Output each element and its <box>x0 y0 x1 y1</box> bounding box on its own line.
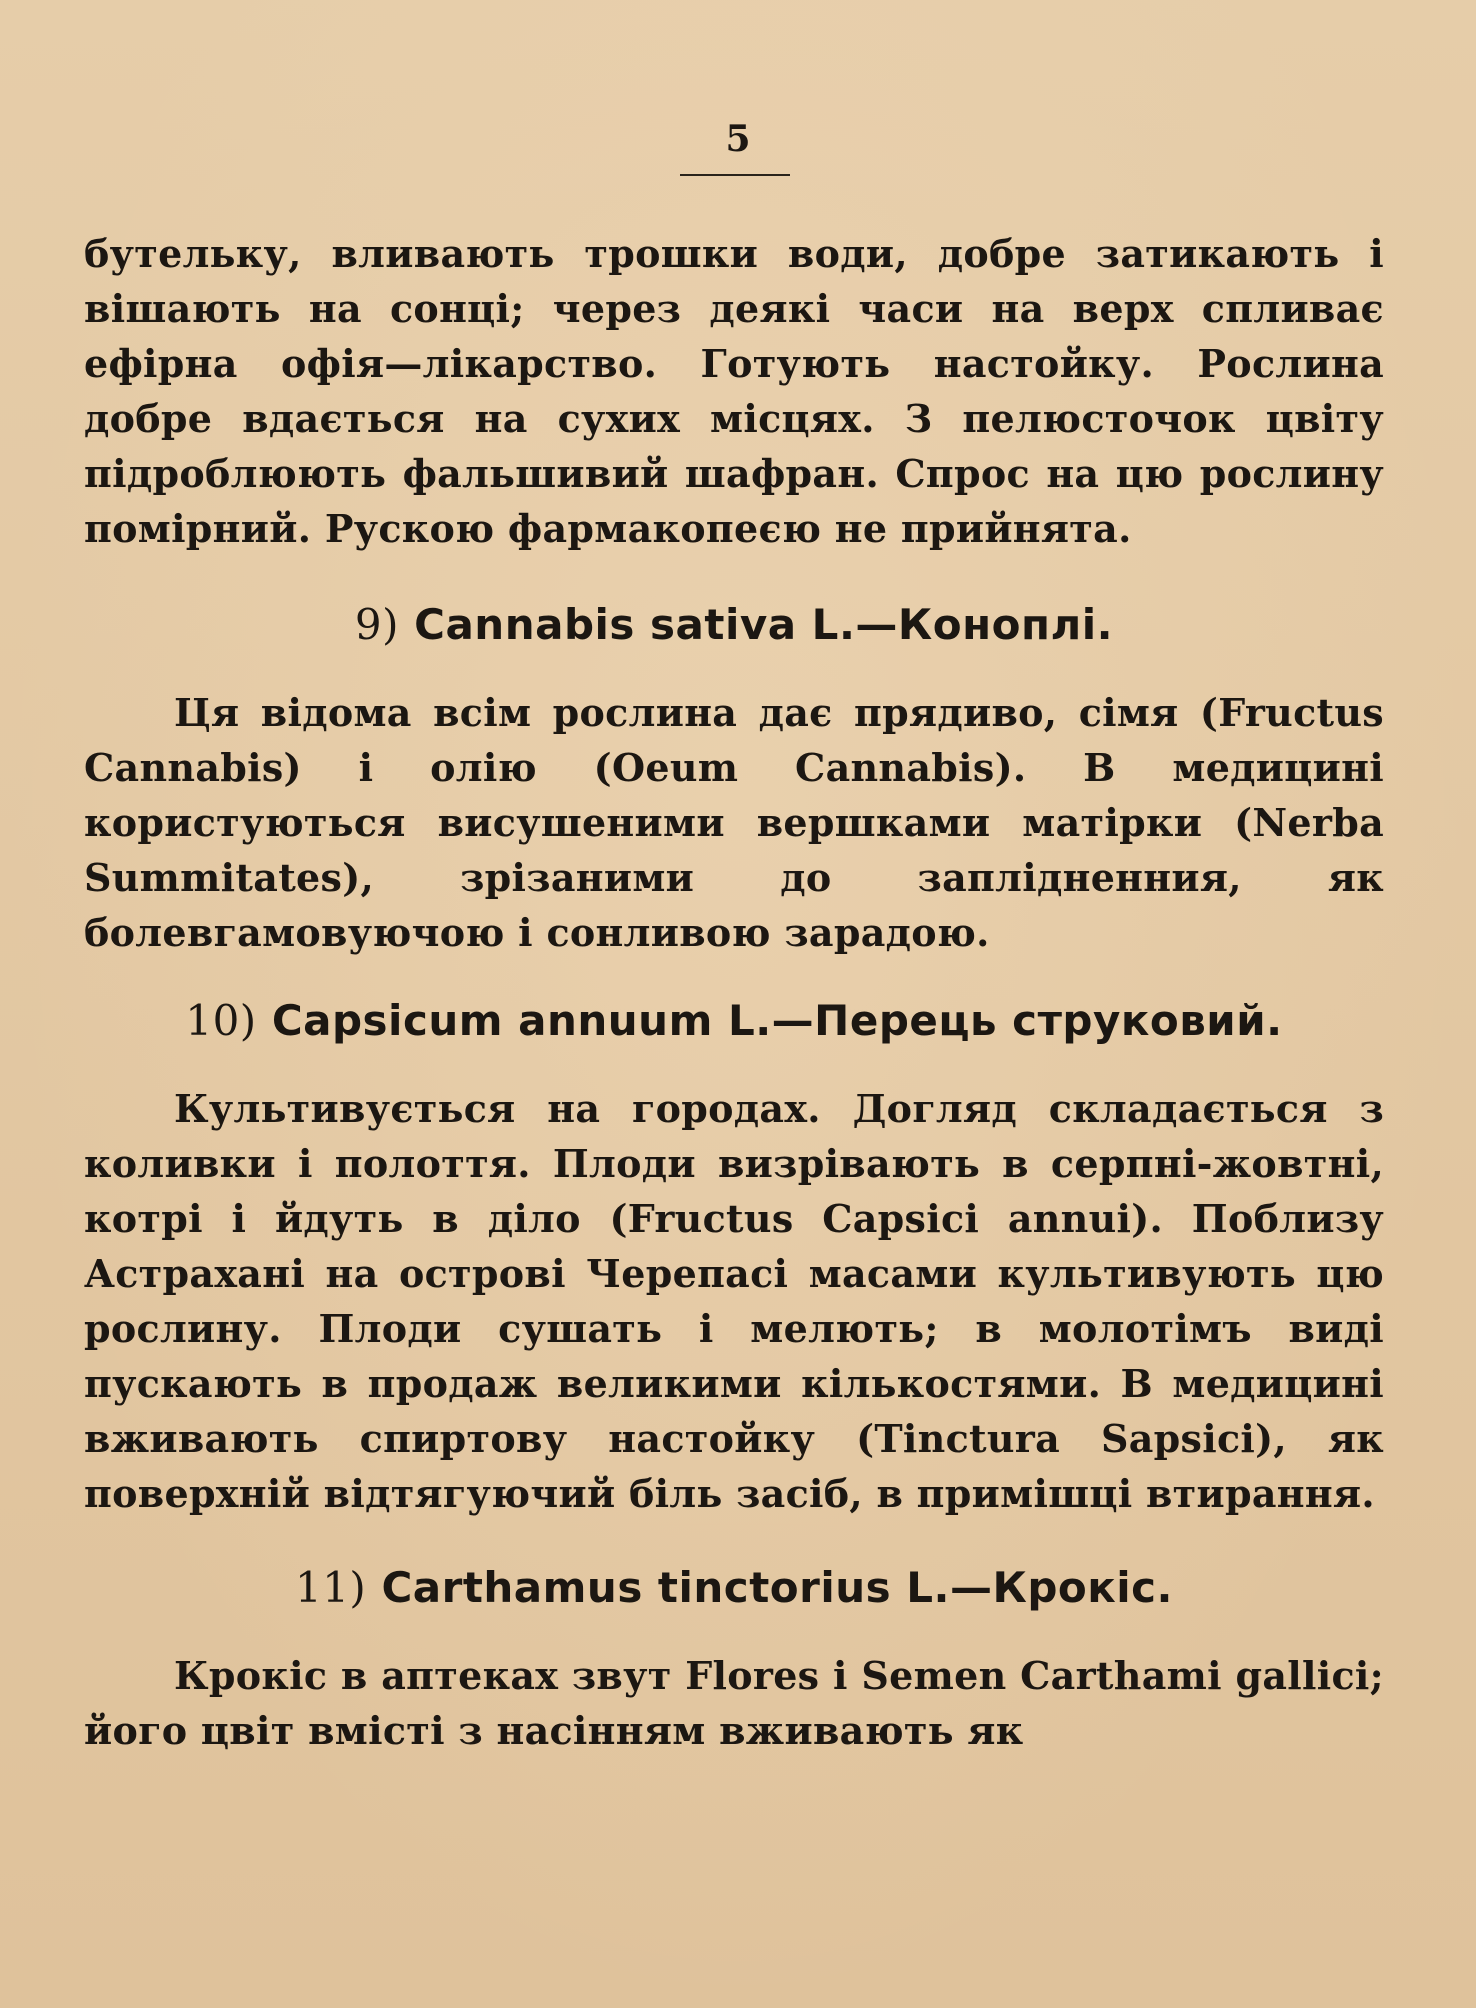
section-title-11: Carthamus tinctorius L.—Крокіс. <box>381 1563 1173 1612</box>
section-heading-9 <box>84 600 1384 649</box>
intro-paragraph: бутельку, вливають трошки води, добре затикають і вішають на сонці; через деякі часи на верх спливає ефірна офія—лікарство. Готують настойку. Рослина добре вдається на сухих місцях. З пелюсточок цвіту підроблюють фальшивий шафран. Спрос на цю рослину помірний. Рускою фармакопеєю не прийнята. <box>84 231 1384 551</box>
section-number-11: 11) <box>294 1563 367 1612</box>
section-paragraph-10: Культивується на городах. Догляд складається з коливки і полоття. Плоди визрівають в серпні-жовтні, котрі і йдуть в діло (Fructus Capsici annui). Поблизу Астрахані на острові Черепасі масами культивують цю рослину. Плоди сушать і мелють; в молотімъ виді пускають в продаж великими кількостями. В медицині вживають спиртову настойку (Tinctura Sapsici), як поверхній відтягуючий біль засіб, в примішці втирання. <box>84 1086 1384 1516</box>
section-title-10: Capsicum annuum L.—Перець струковий. <box>271 996 1283 1045</box>
section-heading-11 <box>84 1563 1384 1612</box>
section-number-10: 10) <box>185 996 257 1045</box>
page-number: 5 <box>725 118 751 160</box>
section-number-9: 9) <box>354 600 400 649</box>
page-content <box>84 226 1384 1758</box>
section-paragraph-11: Крокіс в аптеках звут Flores і Semen Carthami gallici; його цвіт вмісті з насінням вживають як <box>84 1653 1384 1753</box>
section-heading-10 <box>84 996 1384 1045</box>
page-number-rule <box>680 174 790 176</box>
section-title-9: Cannabis sativa L.—Коноплі. <box>414 600 1114 649</box>
section-paragraph-9: Ця відома всім рослина дає прядиво, сімя (Fructus Cannabis) і олію (Oeum Cannabis). В медицині користуються висушеними вершками матірки (Nerba Summitates), зрізаними до заплідненния, як болевгамовуючою і сонливою зарадою. <box>84 690 1384 955</box>
